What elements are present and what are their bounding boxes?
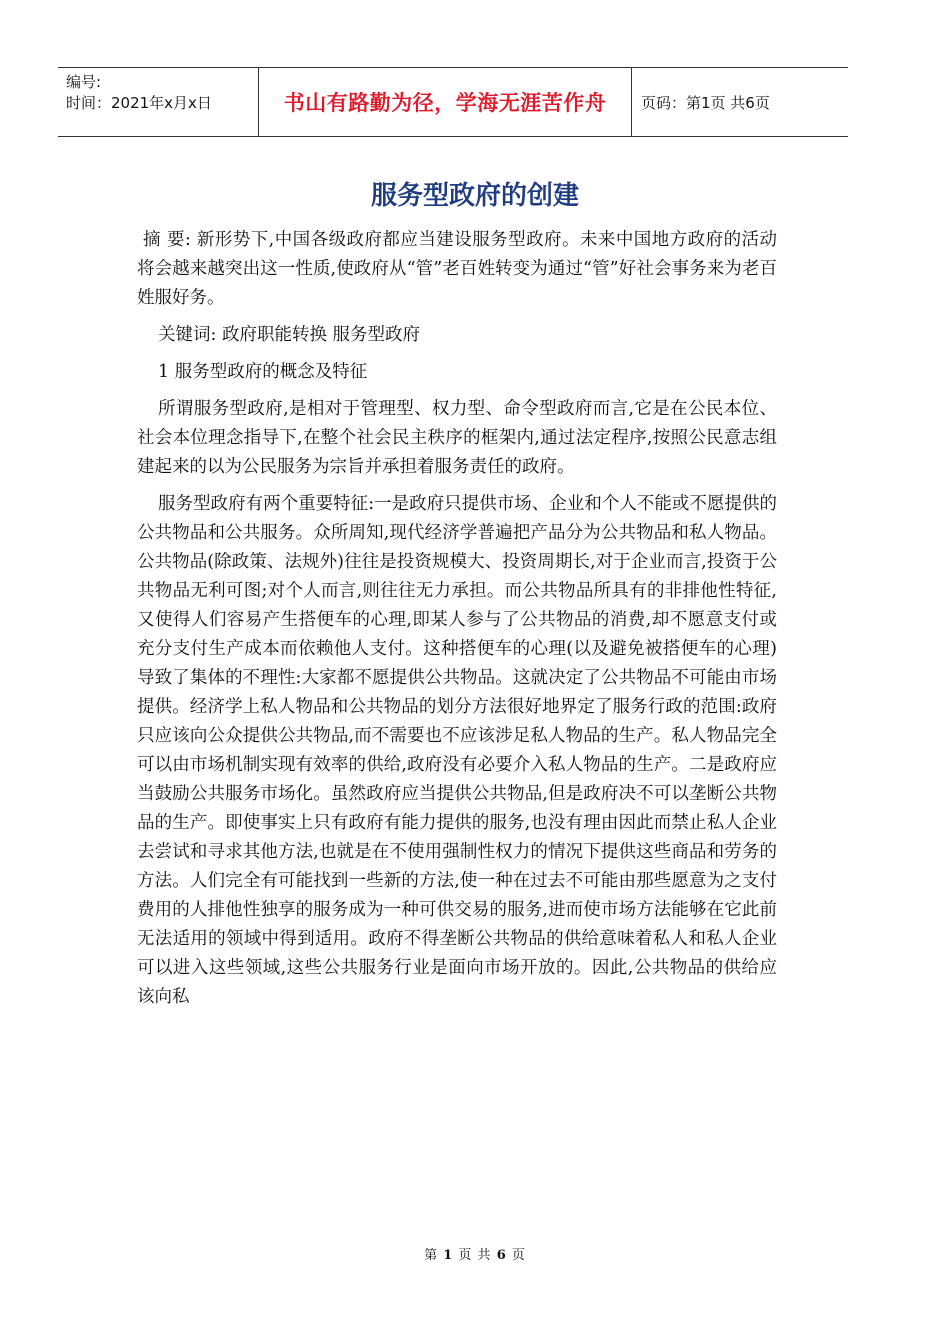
document-body [137,226,777,1020]
body-paragraph: 所谓服务型政府,是相对于管理型、权力型、命令型政府而言,它是在公民本位、社会本位理念指导下,在整个社会民主秩序的框架内,通过法定程序,按照公民意志组建起来的以为公民服务为宗旨并承担着服务责任的政府。 [137,399,777,477]
number-label: 编号: [66,73,102,91]
footer-page-number: 1 [443,1248,454,1263]
abstract-text: 新形势下,中国各级政府都应当建设服务型政府。未来中国地方政府的活动将会越来越突出这一性质,使政府从“管”老百姓转变为通过“管”好社会事务来为老百姓服好务。 [137,230,777,308]
page-footer [0,1244,950,1263]
footer-total-pages: 6 [496,1248,507,1263]
header-meta-cell [58,68,258,136]
header-motto-cell [258,68,632,136]
time-label: 时间：2021年x月x日 [66,94,212,112]
motto-text: 书山有路勤为径，学海无涯苦作舟 [283,91,607,115]
abstract-paragraph [137,226,777,313]
document-title: 服务型政府的创建 [370,181,579,211]
page-info: 页码：第1页 共6页 [641,93,770,112]
keywords-line: 关键词: 政府职能转换 服务型政府 [158,325,421,345]
abstract-label: 摘 要: [143,230,191,250]
footer-prefix: 第 [424,1248,444,1263]
footer-suffix: 页 [506,1248,526,1263]
footer-middle: 页 共 [453,1248,497,1263]
header-page-cell [632,68,848,136]
body-paragraph: 服务型政府有两个重要特征:一是政府只提供市场、企业和个人不能或不愿提供的公共物品和公共服务。众所周知,现代经济学普遍把产品分为公共物品和私人物品。公共物品(除政策、法规外)往往是投资规模大、投资周期长,对于企业而言,投资于公共物品无利可图;对个人而言,则往往无力承担。而公共物品所具有的非排他性特征,又使得人们容易产生搭便车的心理,即某人参与了公共物品的消费,却不愿意支付或充分支付生产成本而依赖他人支付。这种搭便车的心理(以及避免被搭便车的心理)导致了集体的不理性:大家都不愿提供公共物品。这就决定了公共物品不可能由市场提供。经济学上私人物品和公共物品的划分方法很好地界定了服务行政的范围:政府只应该向公众提供公共物品,而不需要也不应该涉足私人物品的生产。私人物品完全可以由市场机制实现有效率的供给,政府没有必要介入私人物品的生产。二是政府应当鼓励公共服务市场化。虽然政府应当提供公共物品,但是政府决不可以垄断公共物品的生产。即使事实上只有政府有能力提供的服务,也没有理由因此而禁止私人企业去尝试和寻求其他方法,也就是在不使用强制性权力的情况下提供这些商品和劳务的方法。人们完全有可能找到一些新的方法,使一种在过去不可能由那些愿意为之支付费用的人排他性独享的服务成为一种可供交易的服务,进而使市场方法能够在它此前无法适用的领域中得到适用。政府不得垄断公共物品的供给意味着私人和私人企业可以进入这些领域,这些公共服务行业是面向市场开放的。因此,公共物品的供给应该向私 [137,494,777,1007]
section-heading: 1 服务型政府的概念及特征 [158,362,368,382]
header-table [58,67,848,137]
